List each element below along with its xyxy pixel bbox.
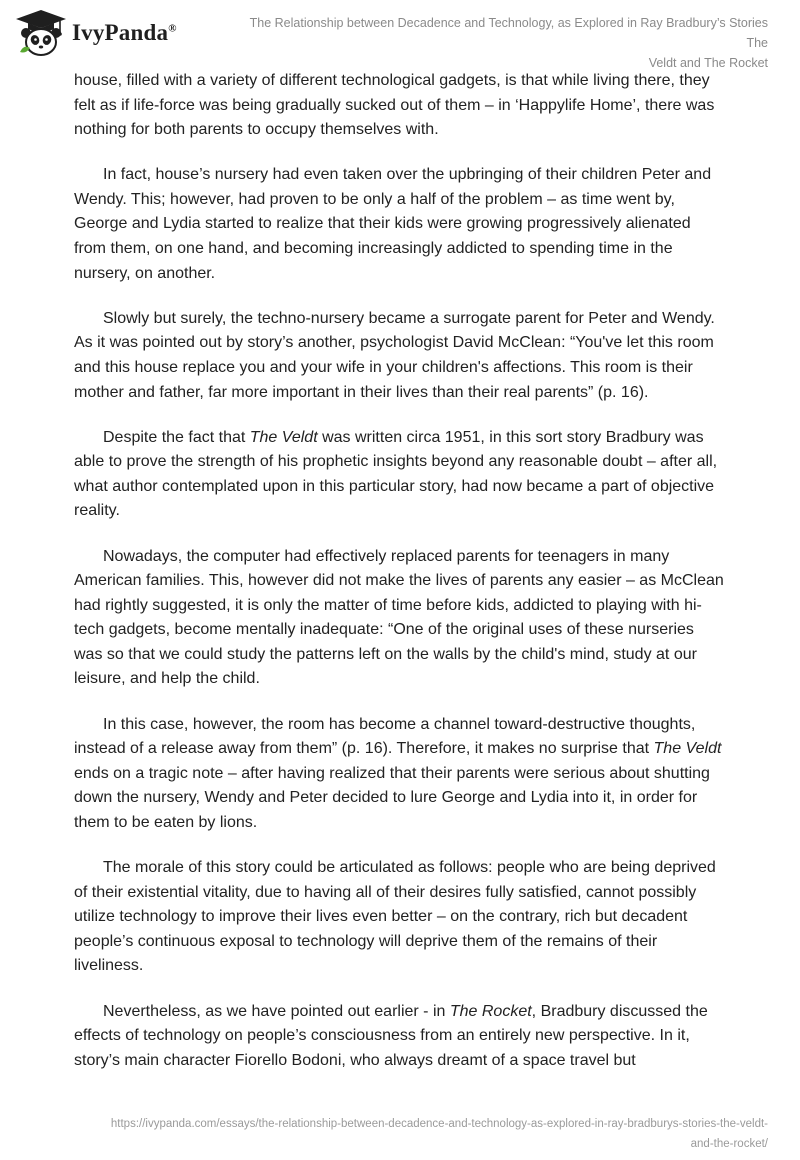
panda-graduate-icon [14, 8, 68, 58]
document-title [248, 13, 768, 73]
book-title: The Veldt [653, 740, 722, 758]
logo-text: IvyPanda® [72, 20, 177, 45]
ivypanda-logo[interactable] [14, 8, 177, 58]
paragraph: Slowly but surely, the techno-nursery became a surrogate parent for Peter and Wendy. As it was pointed out by story’s another, psychologist David McClean: “You've let this room and this house replace you and your wife in your children's affections. This room is their mother and father, far more important in their lives than their real parents” (p. 16). [74, 309, 715, 401]
document-title-line: Veldt and The Rocket [648, 56, 768, 70]
document-title-line: The Relationship between Decadence and Technology, as Explored in Ray Bradbury’s Stories The [249, 16, 768, 50]
paragraph: house, filled with a variety of different technological gadgets, is that while living there, they felt as if life-force was being gradually sucked out of them – in ‘Happylife Home’, there was nothing for both parents to occupy themselves with. [74, 72, 715, 139]
paragraph: In this case, however, the room has become a channel toward-destructive thoughts, instead of a release away from them” (p. 16). Therefore, it makes no surprise that The Veldt ends on a tragic note – after having realized that their parents were serious about shutting down the nursery, Wendy and Peter decided to lure George and Lydia into it, in order for them to be eaten by lions. [74, 715, 722, 831]
paragraph: Despite the fact that The Veldt was written circa 1951, in this sort story Bradbury was able to prove the strength of his prophetic insights beyond any reasonable doubt – after all, what author contemplated upon in this particular story, had now became a part of objective reality. [74, 428, 718, 520]
source-url[interactable] [28, 1114, 768, 1154]
essay-body [74, 69, 724, 1094]
source-url-line: https://ivypanda.com/essays/the-relationship-between-decadence-and-technology-as-explored-in-ray-bradburys-stories-the-veldt- [110, 1118, 768, 1130]
paragraph: Nevertheless, as we have pointed out earlier - in The Rocket, Bradbury discussed the effects of technology on people’s consciousness from an entirely new perspective. In it, story’s main character Fiorello Bodoni, who always dreamt of a space travel but [74, 1002, 708, 1069]
paragraph: Nowadays, the computer had effectively replaced parents for teenagers in many American families. This, however did not make the lives of parents any easier – as McClean had rightly suggested, it is only the matter of time before kids, addicted to playing with hi-tech gadgets, become mentally inadequate: “One of the original uses of these nurseries was so that we could study the patterns left on the walls by the child's mind, study at our leisure, and help the child. [74, 547, 724, 688]
book-title: The Rocket [449, 1002, 532, 1020]
paragraph: The morale of this story could be articulated as follows: people who are being deprived of their existential vitality, due to having all of their desires fully satisfied, cannot possibly utilize technology to improve their lives even better – on the contrary, rich but decadent people’s continuous exposal to technology will deprive them of the remains of their liveliness. [74, 859, 716, 975]
source-url-line: and-the-rocket/ [690, 1138, 768, 1150]
page-header [0, 0, 800, 70]
book-title: The Veldt [249, 428, 318, 446]
paragraph: In fact, house’s nursery had even taken over the upbringing of their children Peter and Wendy. This; however, had proven to be only a half of the problem – as time went by, George and Lydia started to realize that their kids were growing progressively alienated from them, on one hand, and becoming increasingly addicted to spending time in the nursery, on another. [74, 166, 712, 282]
